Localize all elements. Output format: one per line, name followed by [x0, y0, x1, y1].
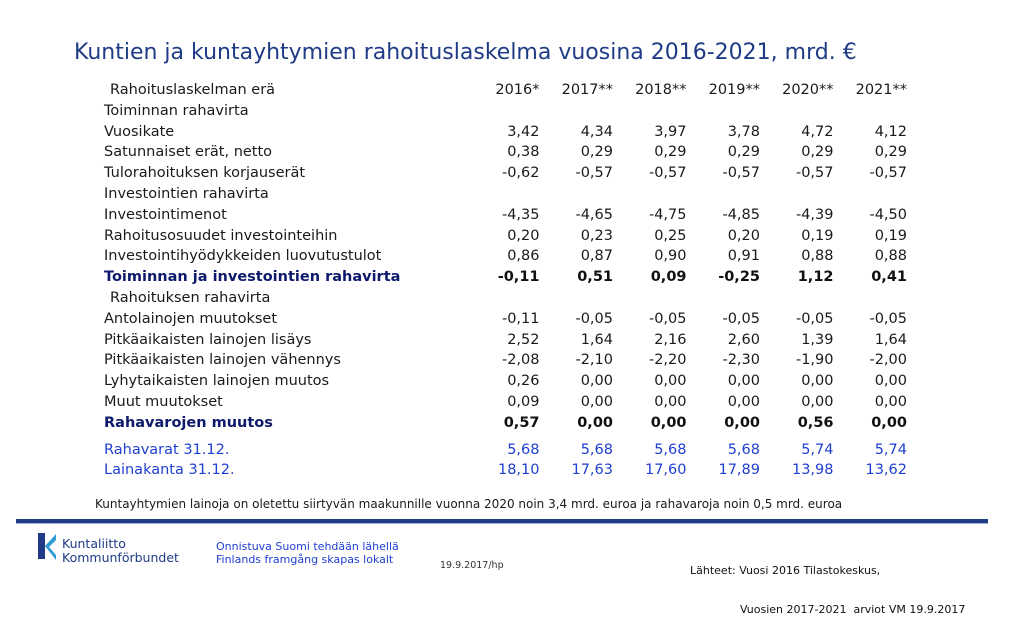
table-row — [104, 371, 907, 392]
cell: -2,00 — [869, 352, 907, 369]
cell: 0,41 — [871, 269, 907, 286]
table-row — [104, 350, 907, 371]
cell: 1,39 — [801, 331, 834, 348]
cell: 0,88 — [801, 248, 834, 265]
section-label: Investointien rahavirta — [104, 185, 269, 202]
sources-line-2: Vuosien 2017-2021 arviot VM 19.9.2017 — [740, 603, 966, 616]
cell: 17,60 — [644, 462, 687, 479]
kuntaliitto-logo-icon — [36, 531, 58, 561]
cell: -0,05 — [648, 310, 687, 327]
cell: 0,00 — [580, 393, 613, 410]
section-row — [104, 184, 907, 205]
cell: 0,29 — [580, 144, 613, 161]
financing-table — [104, 80, 907, 481]
cell: 4,12 — [874, 123, 907, 140]
cell: 0,00 — [874, 373, 907, 390]
cell: 17,63 — [571, 462, 613, 479]
table-header-row — [104, 80, 907, 101]
table-row — [104, 163, 907, 184]
page-title: Kuntien ja kuntayhtymien rahoituslaskelma vuosina 2016-2021, mrd. € — [74, 40, 857, 65]
cell: 0,19 — [874, 227, 907, 244]
cell: 0,25 — [654, 227, 687, 244]
section-row — [104, 288, 907, 309]
table-row — [104, 142, 907, 163]
cell: 0,56 — [797, 414, 834, 431]
cell: 1,12 — [797, 269, 834, 286]
slogan-line-1: Onnistuva Suomi tehdään lähellä — [216, 540, 399, 553]
row-label: Lyhytaikaisten lainojen muutos — [104, 373, 330, 390]
cell: 5,68 — [507, 441, 540, 458]
year-header: 2018** — [635, 82, 687, 98]
cell: 0,00 — [727, 393, 760, 410]
cell: 13,98 — [791, 462, 834, 479]
row-label: Satunnaiset erät, netto — [104, 144, 273, 161]
sources — [690, 538, 965, 629]
cell: -0,25 — [718, 269, 760, 286]
logo-line-2: Kommunförbundet — [62, 550, 179, 565]
cell: 0,23 — [580, 227, 613, 244]
cell: -0,57 — [575, 165, 613, 182]
cell: -0,57 — [795, 165, 834, 182]
row-label: Pitkäaikaisten lainojen vähennys — [104, 352, 341, 369]
cell: 0,20 — [507, 227, 540, 244]
cell: -0,62 — [501, 165, 540, 182]
year-header: 2019** — [708, 82, 760, 98]
cell: 0,86 — [507, 248, 540, 265]
table-row — [104, 392, 907, 413]
row-label: Vuosikate — [104, 123, 175, 140]
cell: 0,26 — [507, 373, 540, 390]
cell: 0,00 — [874, 393, 907, 410]
balance-row — [104, 460, 907, 481]
cell: -2,10 — [575, 352, 613, 369]
cell: -0,05 — [795, 310, 834, 327]
cell: 4,34 — [580, 123, 613, 140]
cell: 0,87 — [580, 248, 613, 265]
section-label: Rahoituksen rahavirta — [110, 289, 271, 306]
cell: -4,75 — [648, 206, 687, 223]
cell: 13,62 — [865, 462, 907, 479]
cell: 0,09 — [650, 269, 687, 286]
cell: 0,00 — [801, 393, 834, 410]
cell: -2,08 — [501, 352, 540, 369]
cell: -4,35 — [501, 206, 540, 223]
table-row — [104, 226, 907, 247]
cell: -1,90 — [795, 352, 834, 369]
cell: 0,00 — [577, 414, 613, 431]
total-row — [104, 267, 907, 288]
cell: -4,65 — [575, 206, 613, 223]
total-label: Rahavarojen muutos — [104, 414, 273, 431]
row-label: Pitkäaikaisten lainojen lisäys — [104, 331, 312, 348]
row-label: Rahoitusosuudet investointeihin — [104, 227, 338, 244]
cell: -4,39 — [795, 206, 834, 223]
cell: 2,60 — [727, 331, 760, 348]
cell: 0,19 — [801, 227, 834, 244]
logo-text — [62, 537, 179, 565]
cell: 3,78 — [727, 123, 760, 140]
cell: 0,00 — [650, 414, 687, 431]
cell: -2,20 — [648, 352, 687, 369]
row-label: Investointimenot — [104, 206, 227, 223]
cell: -0,05 — [575, 310, 613, 327]
cell: -0,11 — [497, 269, 540, 286]
cell: 18,10 — [497, 462, 540, 479]
cell: 0,00 — [654, 393, 687, 410]
cell: 0,00 — [580, 373, 613, 390]
year-header: 2016* — [495, 82, 540, 98]
cell: 0,29 — [654, 144, 687, 161]
row-label: Muut muutokset — [104, 393, 223, 410]
table-row — [104, 246, 907, 267]
cell: -4,85 — [722, 206, 760, 223]
cell: -0,57 — [648, 165, 687, 182]
cell: 1,64 — [580, 331, 613, 348]
cell: 4,72 — [801, 123, 834, 140]
slogan — [216, 540, 399, 566]
cell: 0,88 — [874, 248, 907, 265]
cell: 0,00 — [871, 414, 907, 431]
footnote: Kuntayhtymien lainoja on oletettu siirtyvän maakunnille vuonna 2020 noin 3,4 mrd. euroa ja rahavaroja noin 0,5 mrd. euroa — [95, 497, 843, 511]
header-label: Rahoituslaskelman erä — [110, 82, 276, 98]
year-header: 2017** — [561, 82, 613, 98]
cell: -0,57 — [869, 165, 907, 182]
table-row — [104, 205, 907, 226]
cell: 0,00 — [801, 373, 834, 390]
cell: 0,00 — [724, 414, 760, 431]
cell: -0,11 — [501, 310, 540, 327]
year-header: 2021** — [855, 82, 907, 98]
cell: -4,50 — [869, 206, 907, 223]
cell: 3,42 — [507, 123, 540, 140]
section-row — [104, 101, 907, 122]
cell: 0,09 — [507, 393, 540, 410]
cell: 5,68 — [580, 441, 613, 458]
total-row — [104, 413, 907, 434]
table-row — [104, 309, 907, 330]
footer-divider-light — [16, 523, 988, 524]
cell: -0,05 — [722, 310, 760, 327]
row-label: Lainakanta 31.12. — [104, 462, 235, 479]
row-label: Rahavarat 31.12. — [104, 441, 230, 458]
cell: 0,29 — [874, 144, 907, 161]
year-header: 2020** — [782, 82, 834, 98]
cell: -0,57 — [722, 165, 760, 182]
cell: 0,00 — [654, 373, 687, 390]
section-label: Toiminnan rahavirta — [104, 102, 249, 119]
cell: 5,68 — [727, 441, 760, 458]
row-label: Antolainojen muutokset — [104, 310, 278, 327]
cell: 0,00 — [727, 373, 760, 390]
cell: 0,38 — [507, 144, 540, 161]
cell: 0,29 — [727, 144, 760, 161]
cell: 0,57 — [503, 414, 540, 431]
cell: 0,29 — [801, 144, 834, 161]
sources-line-1: Lähteet: Vuosi 2016 Tilastokeskus, — [690, 564, 881, 577]
table-row — [104, 330, 907, 351]
cell: -0,05 — [869, 310, 907, 327]
total-label: Toiminnan ja investointien rahavirta — [104, 269, 401, 286]
slogan-line-2: Finlands framgång skapas lokalt — [216, 553, 394, 566]
cell: 0,20 — [727, 227, 760, 244]
row-label: Investointihyödykkeiden luovutustulot — [104, 248, 382, 265]
logo-line-1: Kuntaliitto — [62, 536, 126, 551]
row-label: Tulorahoituksen korjauserät — [104, 165, 306, 182]
cell: 2,16 — [654, 331, 687, 348]
cell: 5,68 — [654, 441, 687, 458]
cell: 2,52 — [507, 331, 540, 348]
slide-date: 19.9.2017/hp — [440, 560, 504, 571]
balance-row — [104, 434, 907, 461]
cell: 5,74 — [874, 441, 907, 458]
cell: 1,64 — [874, 331, 907, 348]
cell: 17,89 — [718, 462, 760, 479]
cell: -2,30 — [722, 352, 760, 369]
table-row — [104, 122, 907, 143]
cell: 5,74 — [801, 441, 834, 458]
cell: 3,97 — [654, 123, 687, 140]
cell: 0,90 — [654, 248, 687, 265]
cell: 0,51 — [577, 269, 613, 286]
cell: 0,91 — [727, 248, 760, 265]
